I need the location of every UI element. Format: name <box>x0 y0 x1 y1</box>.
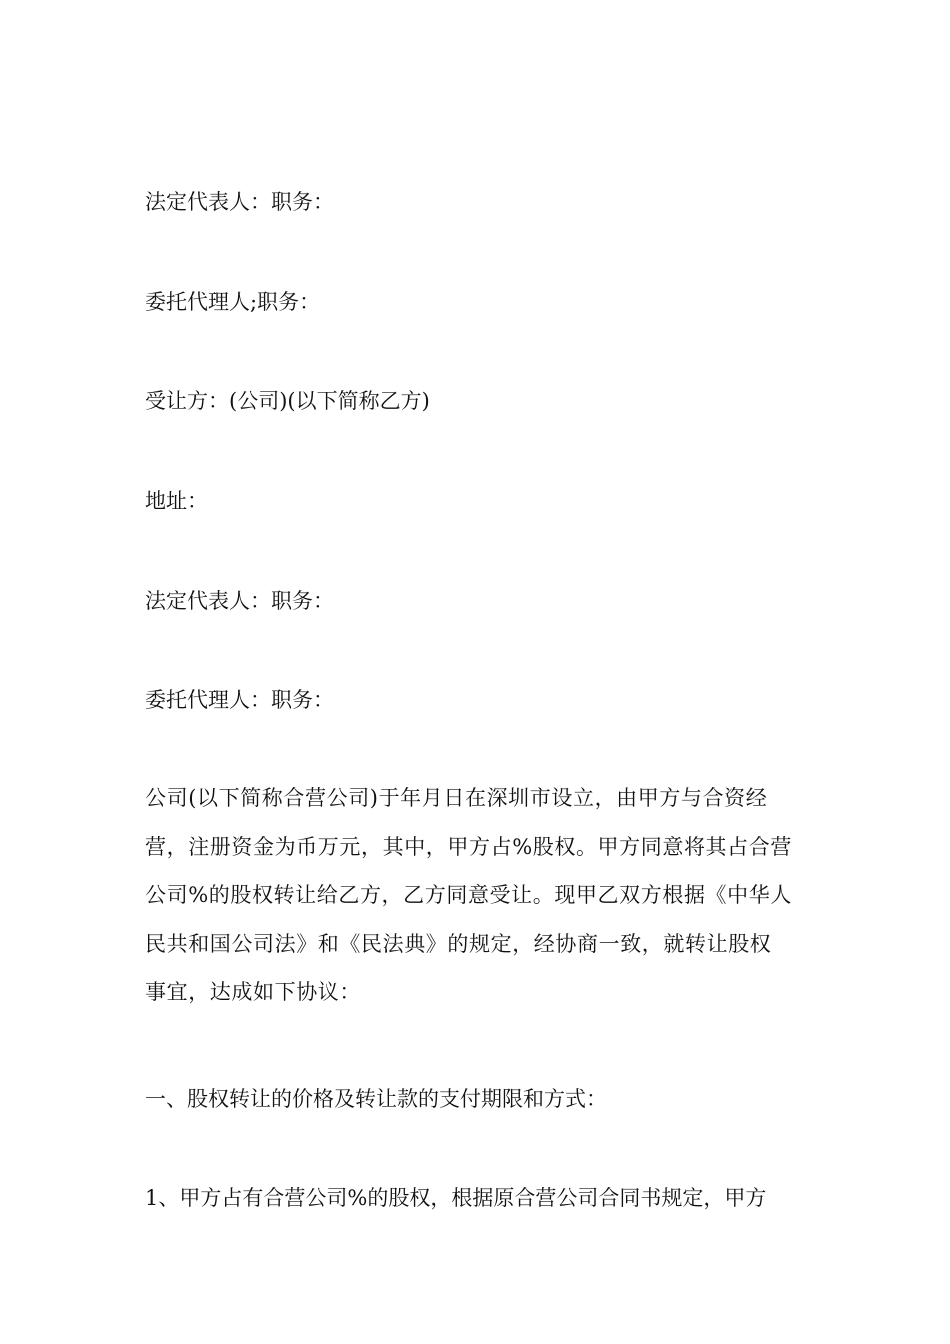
intro-paragraph-line: 事宜，达成如下协议： <box>145 980 361 1004</box>
address-line: 地址： <box>145 489 208 513</box>
intro-paragraph <box>145 774 810 1017</box>
transferee-authorized-agent-line: 委托代理人：职务： <box>145 688 334 712</box>
authorized-agent-line: 委托代理人;职务： <box>145 290 321 314</box>
intro-paragraph-line: 民共和国公司法》和《民法典》的规定，经协商一致，就转让股权 <box>145 931 772 956</box>
section-heading: 一、股权转让的价格及转让款的支付期限和方式： <box>145 1087 607 1111</box>
intro-paragraph-line: 营，注册资金为币万元，其中，甲方占%股权。甲方同意将其占合营 <box>145 834 792 859</box>
legal-representative-line: 法定代表人：职务： <box>145 190 334 214</box>
document-page <box>145 0 810 1344</box>
intro-paragraph-line: 公司%的股权转让给乙方，乙方同意受让。现甲乙双方根据《中华人 <box>145 883 792 907</box>
clause-1: 1、甲方占有合营公司%的股权，根据原合营公司合同书规定，甲方 <box>145 1186 767 1210</box>
transferee-line: 受让方：(公司)(以下简称乙方) <box>145 389 430 413</box>
transferee-legal-representative-line: 法定代表人：职务： <box>145 589 334 613</box>
intro-paragraph-line: 公司(以下简称合营公司)于年月日在深圳市设立，由甲方与合资经 <box>145 786 768 810</box>
